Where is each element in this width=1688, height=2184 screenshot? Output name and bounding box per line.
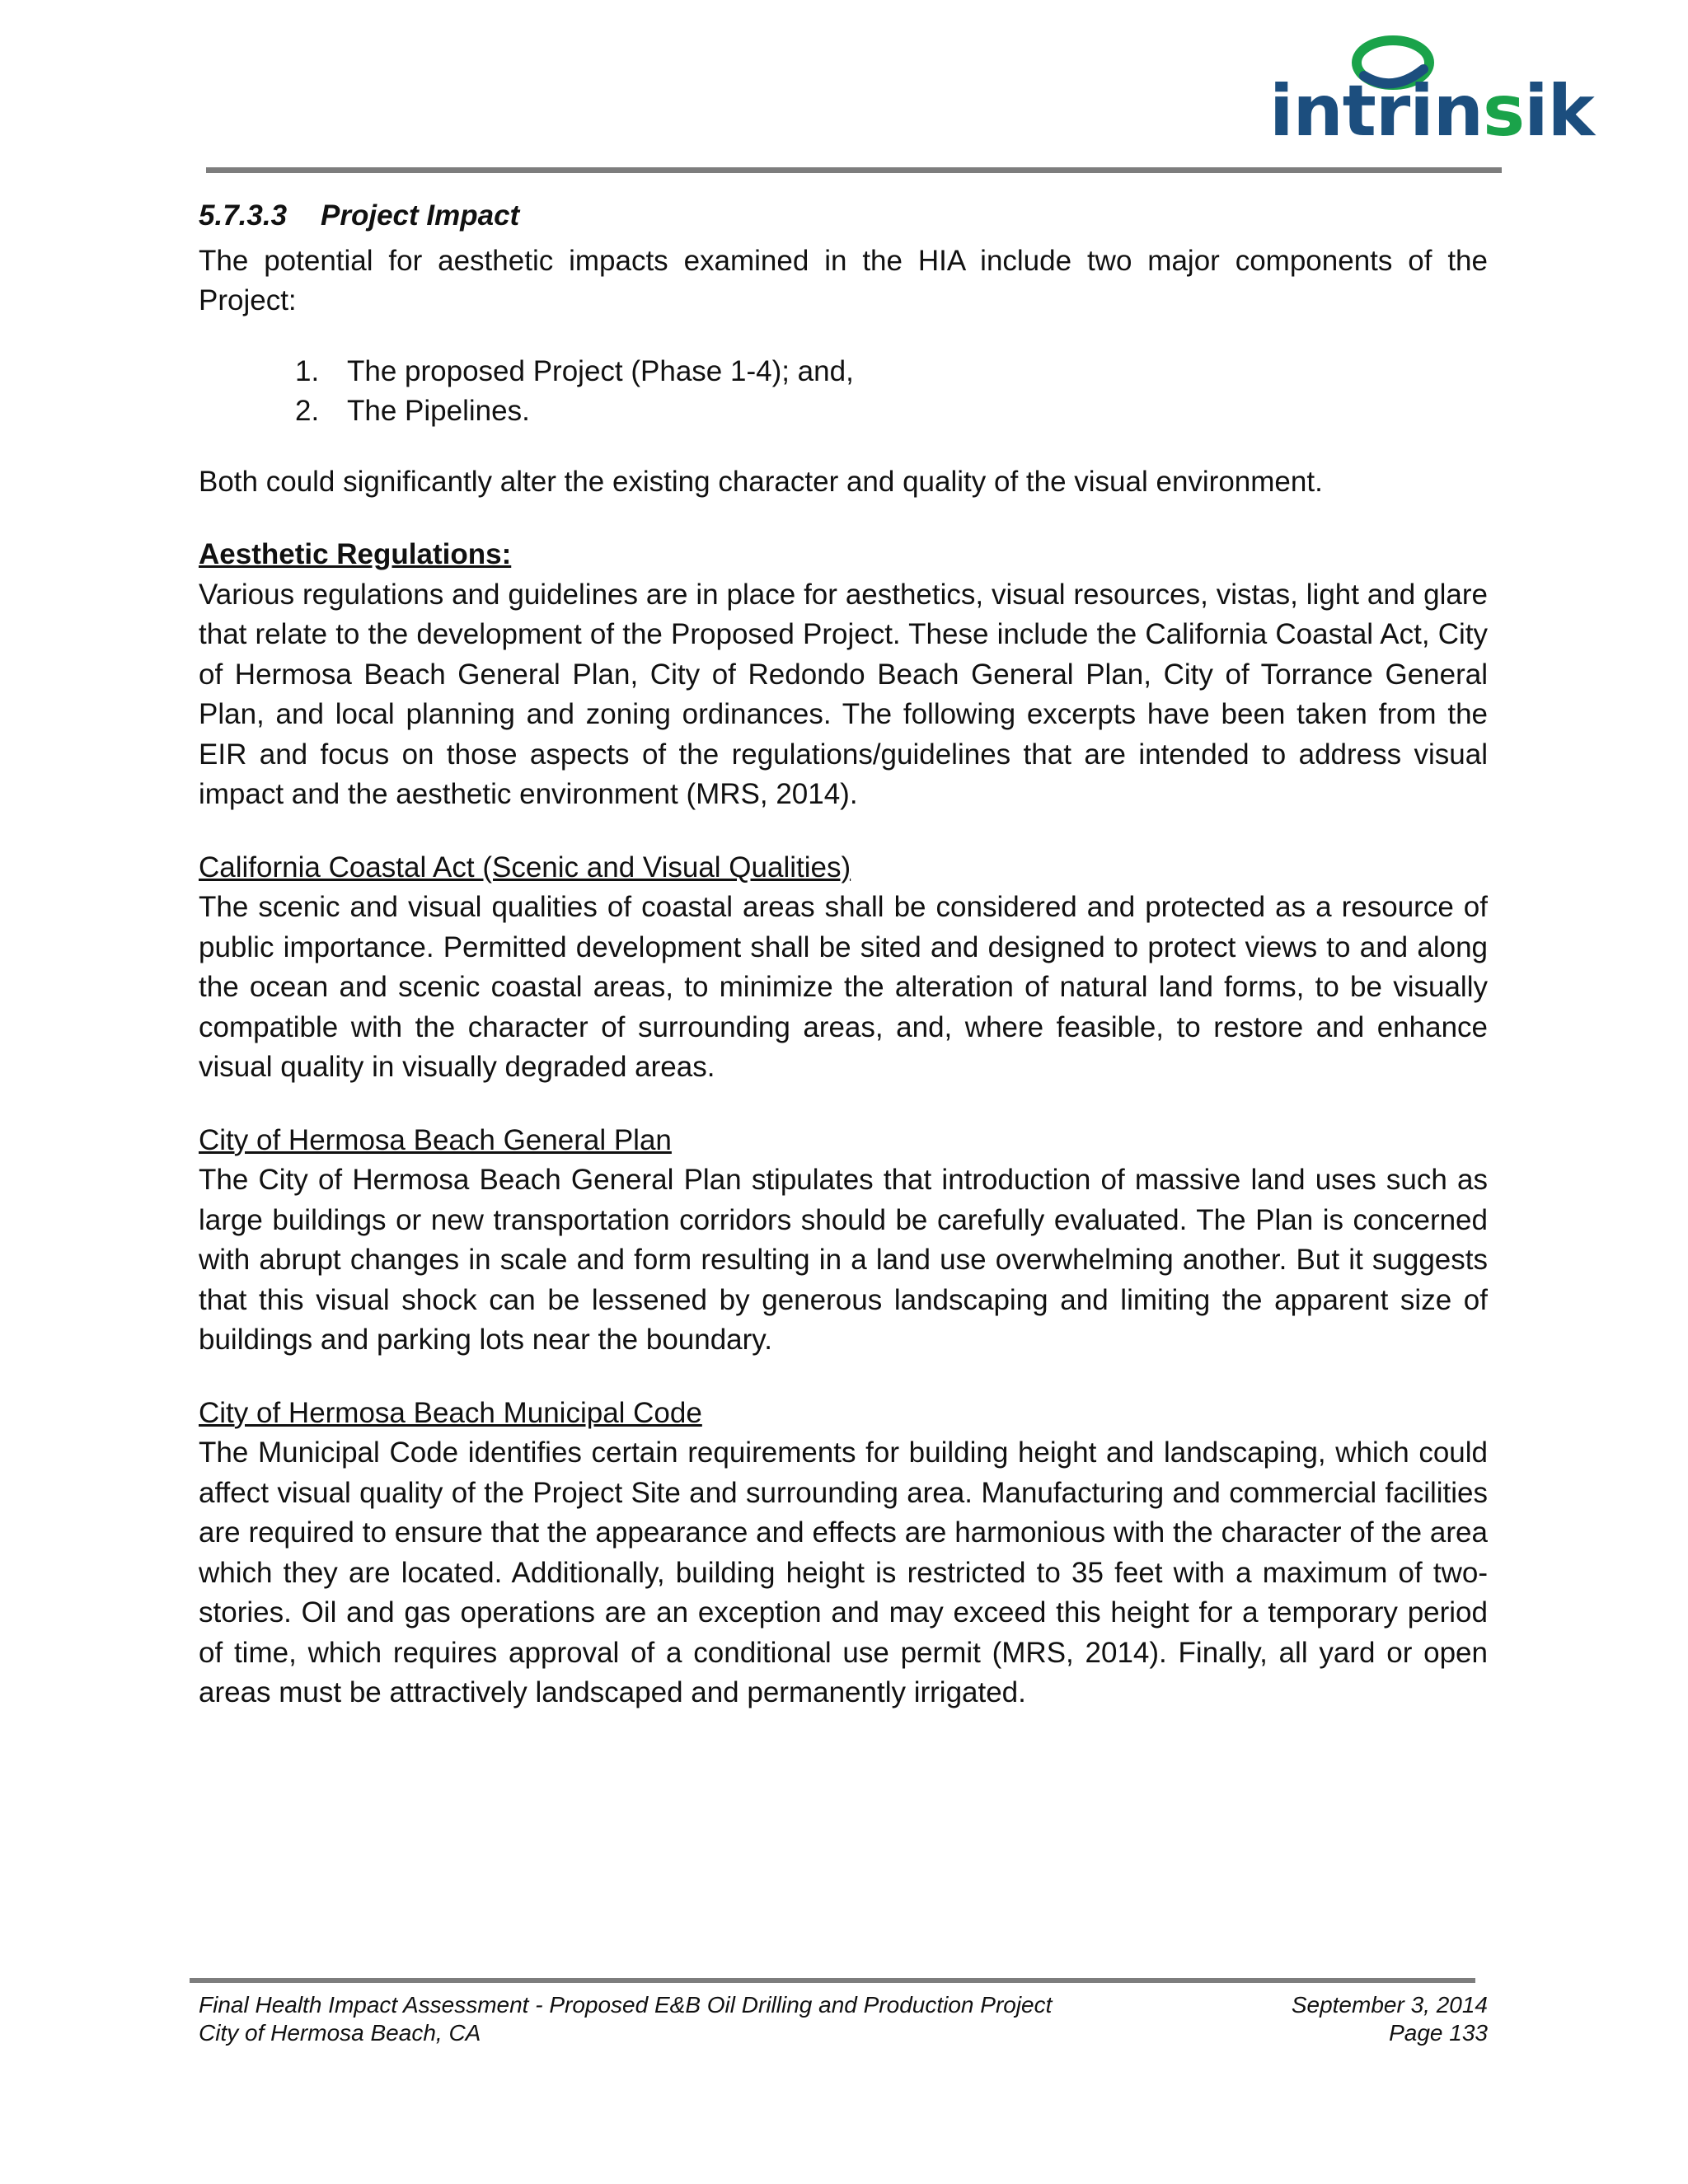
list-item-number: 1.	[295, 354, 320, 387]
general-plan-body: The City of Hermosa Beach General Plan stipulates that introduction of massive land uses such as large buildings or new transportation corridors should be carefully evaluated. The Plan is concerned with abrupt changes in scale and form resulting in a land use overwhelming another. But it suggests that this visual shock can be lessened by generous landscaping and limiting the apparent size of buildings and parking lots near the boundary.	[199, 1164, 1488, 1356]
regulations-body: Various regulations and guidelines are in place for aesthetics, visual resources, vistas, light and glare that relate to the development of the Proposed Project. These include the California Coastal Act, City of Hermosa Beach General Plan, City of Redondo Beach General Plan, City of Torrance General Plan, and local planning and zoning ordinances. The following excerpts have been taken from the EIR and focus on those aspects of the regulations/guidelines that are intended to address visual impact and the aesthetic environment (MRS, 2014).	[199, 578, 1488, 810]
list-item	[199, 352, 1488, 392]
section-summary: Both could significantly alter the existing character and quality of the visual environment.	[199, 465, 1323, 498]
header-divider	[206, 167, 1502, 173]
regulations-heading: Aesthetic Regulations:	[199, 538, 512, 570]
list-item-text: The Pipelines.	[347, 395, 530, 427]
municipal-code-heading: City of Hermosa Beach Municipal Code	[199, 1396, 702, 1429]
footer-location: City of Hermosa Beach, CA	[199, 2020, 481, 2046]
logo-text-suffix: ik	[1524, 70, 1594, 152]
section-heading	[199, 196, 1488, 237]
section-intro: The potential for aesthetic impacts examined in the HIA include two major components of the Project:	[199, 244, 1488, 316]
page-content	[199, 196, 1488, 1713]
logo-text-prefix: intrin	[1269, 70, 1483, 152]
list-item-text: The proposed Project (Phase 1-4); and,	[347, 354, 854, 387]
list-item	[199, 391, 1488, 432]
footer-divider	[190, 1978, 1475, 1983]
general-plan-heading: City of Hermosa Beach General Plan	[199, 1123, 672, 1156]
coastal-act-body: The scenic and visual qualities of coastal areas shall be considered and protected as a resource of public importance. Permitted development shall be sited and designed to protect views to and along the ocean and scenic coastal areas, to minimize the alteration of natural land forms, to be visually compatible with the character of surrounding areas, and, where feasible, to restore and enhance visual quality in visually degraded areas.	[199, 891, 1488, 1083]
footer-doc-title: Final Health Impact Assessment - Proposed E&B Oil Drilling and Production Project	[199, 1992, 1053, 2018]
page-footer	[199, 1991, 1488, 2047]
logo-wordmark	[1269, 70, 1594, 152]
list-item-number: 2.	[295, 395, 320, 427]
municipal-code-body: The Municipal Code identifies certain requirements for building height and landscaping, which could affect visual quality of the Project Site and surrounding area. Manufacturing and commercial facilities are required to ensure that the appearance and effects are harmonious with the character of the area which they are located. Additionally, building height is restricted to 35 feet with a maximum of two-stories. Oil and gas operations are an exception and may exceed this height for a temporary period of time, which requires approval of a conditional use permit (MRS, 2014). Finally, all yard or open areas must be attractively landscaped and permanently irrigated.	[199, 1436, 1488, 1708]
component-list	[199, 352, 1488, 432]
logo-text-accent: s	[1482, 70, 1525, 152]
section-title: Project Impact	[321, 199, 520, 232]
coastal-act-heading: California Coastal Act (Scenic and Visual Qualities)	[199, 851, 851, 883]
footer-page-number: Page 133	[1389, 2020, 1488, 2046]
footer-date: September 3, 2014	[1291, 1992, 1488, 2018]
section-number: 5.7.3.3	[199, 199, 288, 232]
intrinsik-logo	[1269, 33, 1594, 152]
